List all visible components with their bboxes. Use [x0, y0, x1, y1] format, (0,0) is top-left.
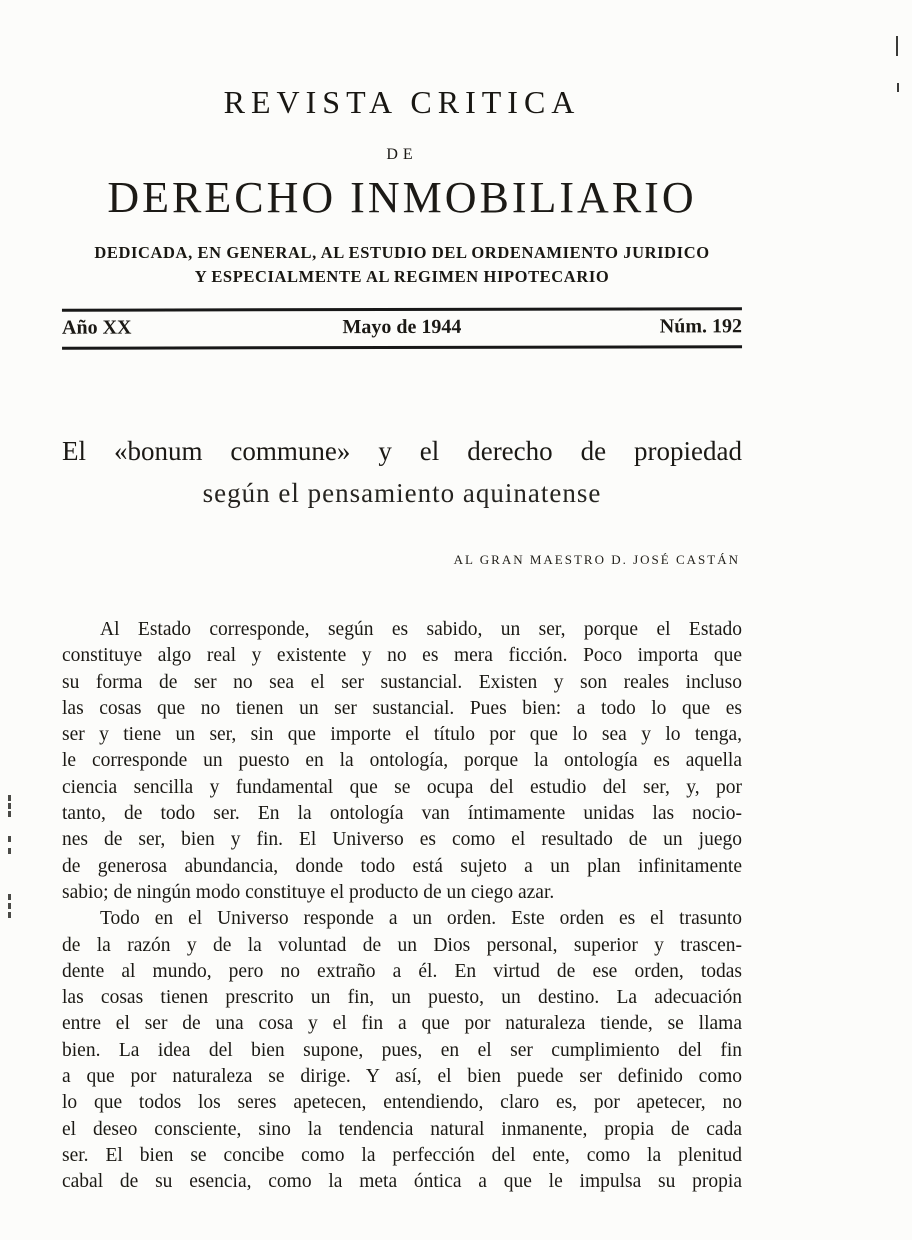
body-line: su forma de ser no sea el ser sustancial. Existen y son reales incluso [62, 671, 742, 693]
scan-artifact-top-right-2 [897, 83, 899, 92]
page-content [62, 0, 742, 1240]
body-line: cabal de su esencia, como la meta óntica a que le impulsa su propia [62, 1171, 742, 1193]
body-line: nes de ser, bien y fin. El Universo es como el resultado de un juego [62, 829, 742, 851]
issue-date: Mayo de 1944 [342, 315, 462, 339]
body-line: de generosa abundancia, donde todo está sujeto a un plan infinitamente [62, 855, 742, 877]
body-line: lo que todos los seres apetecen, entendiendo, claro es, por apetecer, no [62, 1092, 742, 1114]
body-line: ser y tiene un ser, sin que importe el título por que lo sea y lo tenga, [62, 724, 742, 746]
body-line: de la razón y de la voluntad de un Dios personal, superior y trascen- [62, 934, 742, 956]
body-line: las cosas que no tienen un ser sustancial. Pues bien: a todo lo que es [62, 697, 742, 719]
issue-number: Núm. 192 [659, 315, 743, 338]
body-line: el deseo consciente, sino la tendencia natural inmanente, propia de cada [62, 1118, 742, 1140]
issue-bar [62, 307, 742, 349]
article-title-line2: según el pensamiento aquinatense [202, 478, 602, 508]
journal-title-line2: DERECHO INMOBILIARIO [107, 173, 697, 222]
body-line: Todo en el Universo responde a un orden. Este orden es el trasunto [100, 908, 742, 930]
journal-subtitle-line1: DEDICADA, EN GENERAL, AL ESTUDIO DEL ORDENAMIENTO JURIDICO [94, 243, 710, 262]
body-line: Al Estado corresponde, según es sabido, un ser, porque el Estado [100, 619, 742, 640]
journal-title-connector: DE [386, 146, 418, 163]
body-line: sabio; de ningún modo constituye el producto de un ciego azar. [62, 881, 555, 903]
scan-artifact-top-right [896, 36, 898, 56]
journal-subtitle-line2: Y ESPECIALMENTE AL REGIMEN HIPOTECARIO [194, 267, 610, 286]
body-line: constituye algo real y existente y no es mera ficción. Poco importa que [62, 645, 742, 667]
body-line: entre el ser de una cosa y el fin a que por naturaleza tiende, se llama [62, 1013, 742, 1035]
body-line: tanto, de todo ser. En la ontología van íntimamente unidas las nocio- [62, 803, 742, 825]
body-line: bien. La idea del bien supone, pues, en el ser cumplimiento del fin [62, 1039, 742, 1061]
body-line: las cosas tienen prescrito un fin, un puesto, un destino. La adecuación [62, 987, 742, 1009]
article-title-line1: El «bonum commune» y el derecho de propiedad [62, 436, 742, 466]
scan-artifact-left-margin [8, 795, 11, 817]
issue-year: Año XX [61, 316, 132, 339]
journal-subtitle [62, 241, 742, 289]
scan-artifact-left-margin [8, 836, 11, 854]
scan-artifact-left-margin [8, 894, 11, 918]
body-line: le corresponde un puesto en la ontología, porque la ontología es aquella [62, 750, 742, 772]
body-line: a que por naturaleza se dirige. Y así, el bien puede ser definido como [62, 1066, 742, 1088]
journal-title-line1: REVISTA CRITICA [223, 84, 581, 120]
article-dedication: AL GRAN MAESTRO D. JOSÉ CASTÁN [453, 552, 740, 567]
body-line: ser. El bien se concibe como la perfección del ente, como la plenitud [62, 1144, 742, 1166]
body-line: ciencia sencilla y fundamental que se ocupa del estudio del ser, y, por [62, 776, 742, 798]
article-body [62, 617, 742, 1196]
body-line: dente al mundo, pero no extraño a él. En virtud de ese orden, todas [62, 960, 742, 982]
